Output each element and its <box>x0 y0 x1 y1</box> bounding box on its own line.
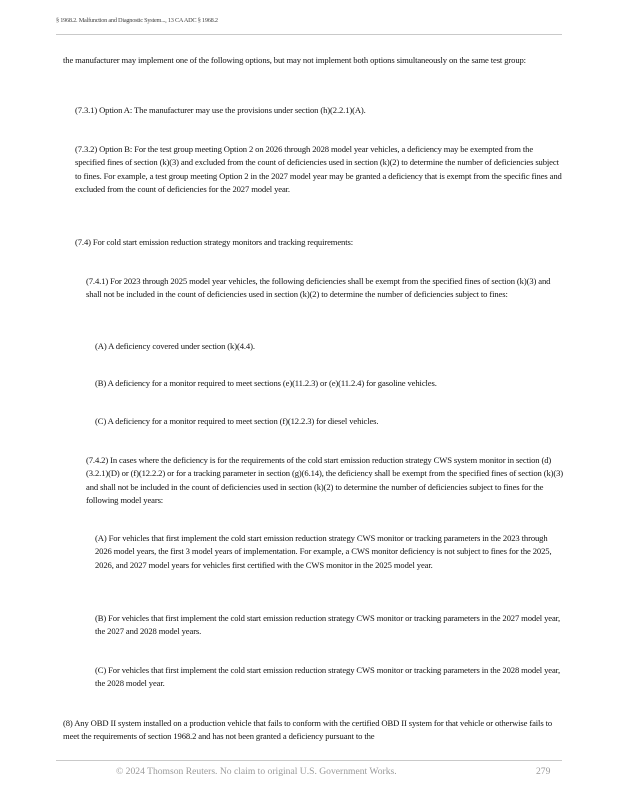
paragraph-7-3-1: (7.3.1) Option A: The manufacturer may use the provisions under section (h)(2.2.1)(A). <box>75 105 366 115</box>
paragraph-7-4-2-a: (A) For vehicles that first implement the cold start emission reduction strategy CWS monitor or tracking parameters in the 2023 through 2026 model years, the first 3 model years of implementation. For example, a CWS monitor deficiency is not subject to fines for the 2025, 2026, and 2027 model years for vehicles first certified with the CWS monitor in the 2025 model year. <box>95 533 552 570</box>
paragraph-7-4-1: (7.4.1) For 2023 through 2025 model year vehicles, the following deficiencies shall be exempt from the specified fines of section (k)(3) and shall not be included in the count of deficiencies used in section (k)(2) to determine the number of deficiencies subject to fines: <box>86 276 551 300</box>
paragraph-7-4-1-a: (A) A deficiency covered under section (k)(4.4). <box>95 341 255 351</box>
paragraph-8: (8) Any OBD II system installed on a production vehicle that fails to conform with the certified OBD II system for that vehicle or otherwise fails to meet the requirements of section 1968.2 and has not been granted a deficiency pursuant to the <box>63 718 553 742</box>
paragraph-7-3-2: (7.3.2) Option B: For the test group meeting Option 2 on 2026 through 2028 model year vehicles, a deficiency may be exempted from the specified fines of section (k)(3) and excluded from the count of deficiencies used in section (k)(2) to determine the number of deficiencies subject to fines. For example, a test group meeting Option 2 in the 2027 model year may be granted a deficiency that is exempt from the specific fines and excluded from the count of deficiencies for the 2027 model year. <box>75 144 562 194</box>
paragraph-7-4: (7.4) For cold start emission reduction strategy monitors and tracking requirements: <box>75 237 353 247</box>
page-number: 279 <box>536 766 551 777</box>
footer-copyright: © 2024 Thomson Reuters. No claim to original U.S. Government Works. <box>116 766 397 777</box>
paragraph-7-4-2-c: (C) For vehicles that first implement the cold start emission reduction strategy CWS monitor or tracking parameters in the 2028 model year, the 2028 model year. <box>95 665 561 689</box>
paragraph-7-4-2-b: (B) For vehicles that first implement the cold start emission reduction strategy CWS monitor or tracking parameters in the 2027 model year, the 2027 and 2028 model years. <box>95 613 561 637</box>
paragraph-7-4-1-b: (B) A deficiency for a monitor required to meet sections (e)(11.2.3) or (e)(11.2.4) for gasoline vehicles. <box>95 378 437 388</box>
paragraph-7-4-2: (7.4.2) In cases where the deficiency is for the requirements of the cold start emission reduction strategy CWS system monitor in section (d)(3.2.1)(D) or (f)(12.2.2) or for a tracking parameter in section (g)(6.14), the deficiency shall be exempt from the specified fines of section (k)(3) and shall not be included in the count of deficiencies used in section (k)(2) to determine the number of deficiencies subject to fines for the following model years: <box>86 455 564 505</box>
running-header: § 1968.2. Malfunction and Diagnostic System..., 13 CA ADC § 1968.2 <box>56 17 218 24</box>
paragraph-7-4-1-c: (C) A deficiency for a monitor required to meet section (f)(12.2.3) for diesel vehicles. <box>95 416 379 426</box>
footer-divider <box>56 760 562 761</box>
paragraph-continuation: the manufacturer may implement one of the following options, but may not implement both options simultaneously on the same test group: <box>63 55 526 65</box>
